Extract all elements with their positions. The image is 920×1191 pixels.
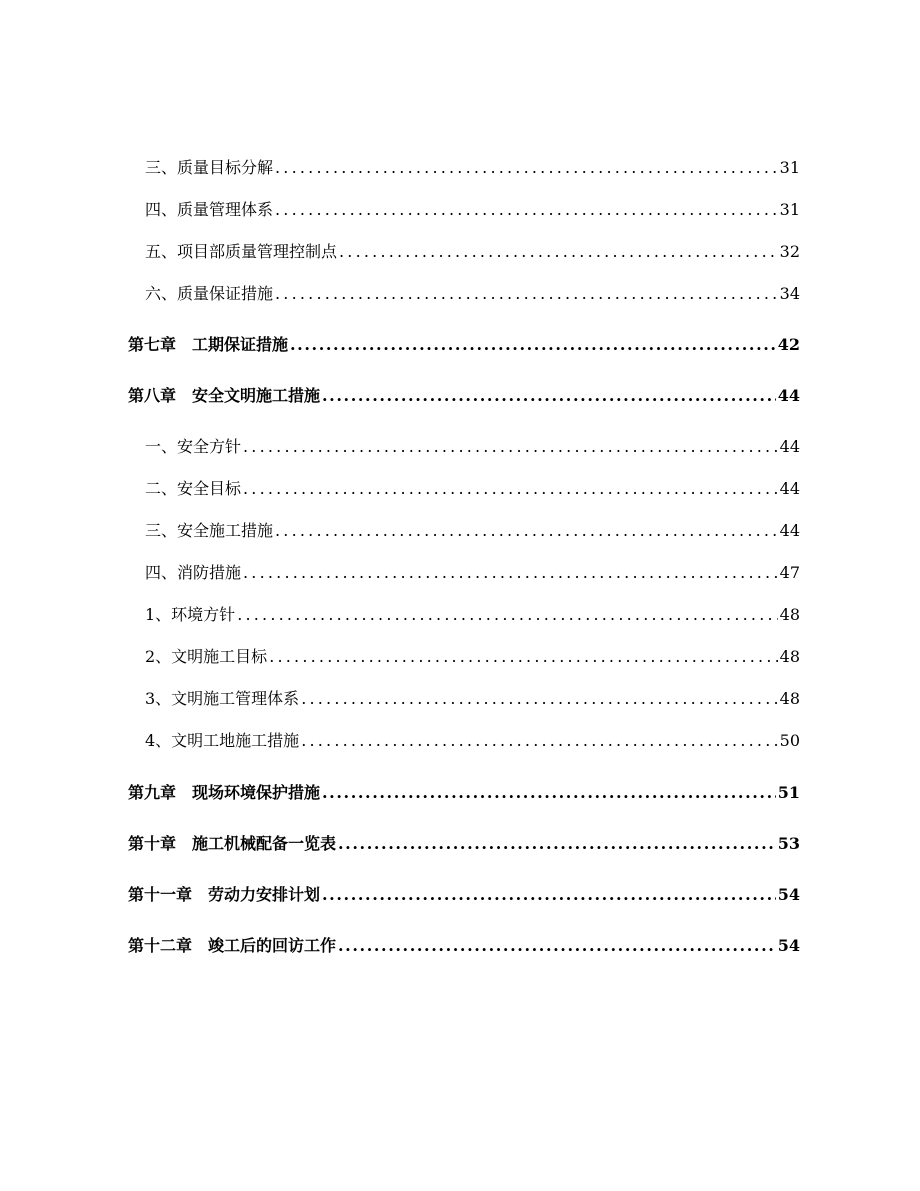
toc-page-number: 44	[777, 386, 800, 405]
toc-chapter-title: 第九章 现场环境保护措施	[128, 783, 321, 802]
toc-dot-leader	[275, 158, 778, 177]
toc-dot-leader	[275, 200, 778, 219]
toc-dot-leader	[269, 647, 777, 666]
toc-dot-leader	[322, 386, 776, 405]
toc-page-number: 54	[777, 936, 800, 955]
toc-chapter-title: 第七章 工期保证措施	[128, 335, 289, 354]
toc-dot-leader	[275, 284, 778, 303]
toc-entry-title: 4、文明工地施工措施	[145, 731, 300, 750]
toc-chapter-11[interactable]	[128, 882, 800, 905]
toc-dot-leader	[290, 335, 776, 354]
toc-entry-title: 四、消防措施	[145, 563, 242, 582]
toc-dot-leader	[339, 242, 778, 261]
toc-entry-safe-construction-measures[interactable]	[145, 518, 800, 541]
toc-page-number: 51	[777, 783, 800, 802]
toc-chapter-12[interactable]	[128, 933, 800, 956]
toc-entry-title: 2、文明施工目标	[145, 647, 268, 666]
toc-dot-leader	[338, 936, 776, 955]
toc-page-number: 42	[777, 335, 800, 354]
toc-dot-leader	[301, 731, 777, 750]
toc-page-number: 44	[779, 437, 800, 456]
toc-page-number: 32	[779, 242, 800, 261]
toc-chapter-9[interactable]	[128, 780, 800, 803]
toc-dot-leader	[243, 479, 778, 498]
toc-dot-leader	[237, 605, 777, 624]
toc-entry-environment-policy[interactable]	[145, 602, 800, 625]
toc-page-number: 54	[777, 885, 800, 904]
toc-entry-title: 二、安全目标	[145, 479, 242, 498]
toc-entry-title: 五、项目部质量管理控制点	[145, 242, 338, 261]
toc-entry-title: 三、质量目标分解	[145, 158, 274, 177]
toc-entry-title: 一、安全方针	[145, 437, 242, 456]
toc-chapter-10[interactable]	[128, 831, 800, 854]
toc-entry-civilized-site-measures[interactable]	[145, 728, 800, 751]
toc-page-number: 47	[779, 563, 800, 582]
toc-entry-quality-goal-breakdown[interactable]	[145, 155, 800, 178]
toc-page-number: 48	[779, 647, 800, 666]
toc-entry-civilized-construction-management[interactable]	[145, 686, 800, 709]
toc-dot-leader	[338, 834, 776, 853]
toc-page-number: 50	[779, 731, 800, 750]
toc-chapter-title: 第十二章 竣工后的回访工作	[128, 936, 337, 955]
toc-page-number: 31	[779, 158, 800, 177]
toc-entry-quality-assurance-measures[interactable]	[145, 281, 800, 304]
toc-chapter-title: 第八章 安全文明施工措施	[128, 386, 321, 405]
toc-dot-leader	[322, 783, 776, 802]
toc-chapter-title: 第十章 施工机械配备一览表	[128, 834, 337, 853]
toc-chapter-7[interactable]	[128, 332, 800, 355]
toc-entry-title: 六、质量保证措施	[145, 284, 274, 303]
toc-entry-title: 1、环境方针	[145, 605, 236, 624]
toc-dot-leader	[301, 689, 777, 708]
toc-dot-leader	[275, 521, 778, 540]
toc-entry-fire-prevention-measures[interactable]	[145, 560, 800, 583]
toc-page-number: 31	[779, 200, 800, 219]
toc-page-number: 34	[779, 284, 800, 303]
toc-dot-leader	[243, 437, 778, 456]
toc-dot-leader	[322, 885, 776, 904]
toc-chapter-8[interactable]	[128, 383, 800, 406]
toc-page-number: 44	[779, 521, 800, 540]
toc-page-number: 44	[779, 479, 800, 498]
toc-entry-civilized-construction-goal[interactable]	[145, 644, 800, 667]
toc-entry-title: 四、质量管理体系	[145, 200, 274, 219]
toc-entry-safety-policy[interactable]	[145, 434, 800, 457]
toc-entry-quality-management-system[interactable]	[145, 197, 800, 220]
toc-entry-quality-control-points[interactable]	[145, 239, 800, 262]
toc-page-number: 53	[777, 834, 800, 853]
toc-page-number: 48	[779, 689, 800, 708]
toc-entry-safety-goal[interactable]	[145, 476, 800, 499]
toc-page-number: 48	[779, 605, 800, 624]
toc-dot-leader	[243, 563, 778, 582]
toc-entry-title: 3、文明施工管理体系	[145, 689, 300, 708]
toc-chapter-title: 第十一章 劳动力安排计划	[128, 885, 321, 904]
toc-entry-title: 三、安全施工措施	[145, 521, 274, 540]
